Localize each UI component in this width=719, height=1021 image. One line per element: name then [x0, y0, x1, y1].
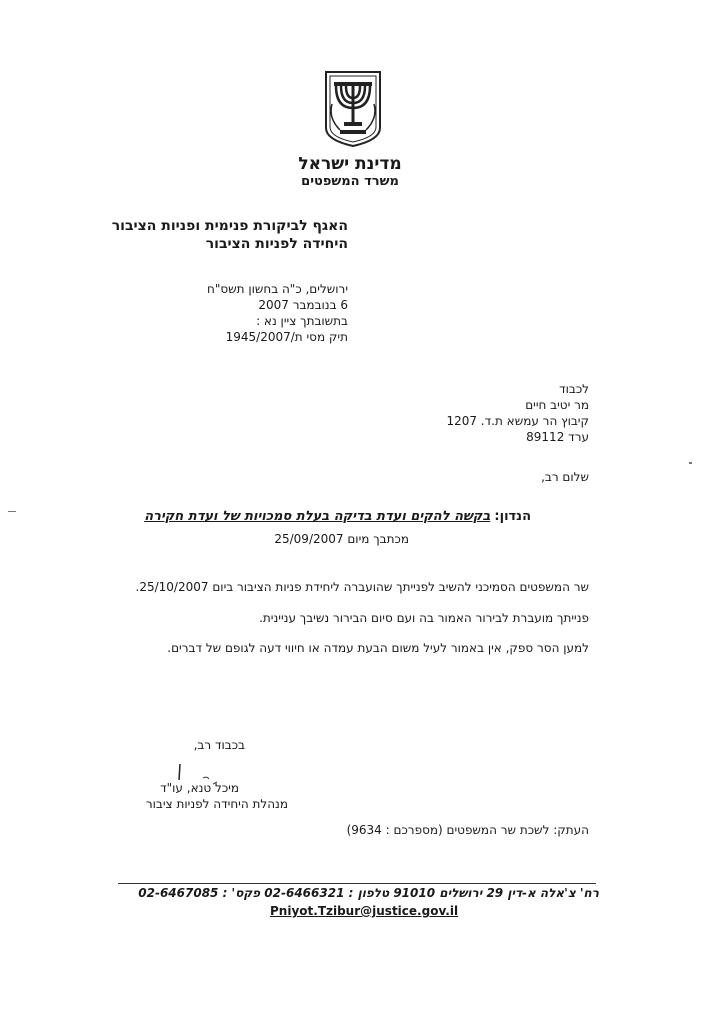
state-name: מדינת ישראל: [298, 154, 402, 174]
subject-label: הנדון:: [494, 509, 531, 524]
footer-email[interactable]: Pniyot.Tzibur@justice.gov.il: [270, 904, 459, 918]
signatory-title: מנהלת היחידה לפניות ציבור: [145, 797, 288, 811]
subject-reference: מכתבך מיום 25/09/2007: [274, 532, 409, 546]
recipient-honorific: לכבוד: [559, 382, 589, 396]
ministry-name: משרד המשפטים: [301, 174, 399, 189]
subject-text: בקשה להקים ועדת בדיקה בעלת סמכויות של ועדת חקירה: [144, 509, 491, 524]
body-paragraph-1: שר המשפטים הסמיכני להשיב לפנייתך שהועברה ליחידת פניות הציבור ביום 25/10/2007.: [135, 580, 589, 594]
scan-artifact-left: [8, 511, 16, 512]
department-line-2: היחידה לפניות הציבור: [205, 236, 348, 252]
department-line-1: האגף לביקורת פנימית ופניות הציבור: [111, 218, 348, 234]
body-paragraph-2: פנייתך מועברת לבירור האמור בה ועם סיום הבירור נשיבך עניינית.: [259, 611, 589, 625]
greeting: שלום רב,: [541, 470, 589, 484]
footer-divider: [118, 883, 596, 884]
scan-artifact-right: [689, 462, 692, 464]
recipient-address: קיבוץ הר עמשא ת.ד. 1207: [446, 414, 589, 428]
body-paragraph-3: למען הסר ספק, אין באמור לעיל משום הבעת עמדה או חיווי דעה לגופם של דברים.: [167, 641, 589, 655]
reference-label: בתשובתך ציין נא :: [256, 314, 348, 328]
hebrew-date: ירושלים, כ"ה בחשון תשס"ח: [206, 282, 348, 296]
recipient-city: ערד 89112: [526, 430, 589, 444]
signatory-name: מיכל טנא, עו"ד: [160, 781, 239, 795]
cc-line: העתק: לשכת שר המשפטים (מספרכם : 9634): [346, 823, 589, 837]
recipient-name: מר יטיב חיים: [525, 398, 589, 412]
gregorian-date: 6 בנובמבר 2007: [258, 298, 348, 312]
footer-address: רח' צ'אלה א-דין 29 ירושלים 91010 טלפון : 02-6466321 פקס' : 02-6467085: [138, 886, 599, 900]
subject-line: [144, 509, 531, 524]
state-emblem-icon: [322, 68, 384, 148]
closing: בכבוד רב,: [193, 738, 245, 752]
file-number: תיק מסי ת/1945/2007: [225, 330, 348, 344]
